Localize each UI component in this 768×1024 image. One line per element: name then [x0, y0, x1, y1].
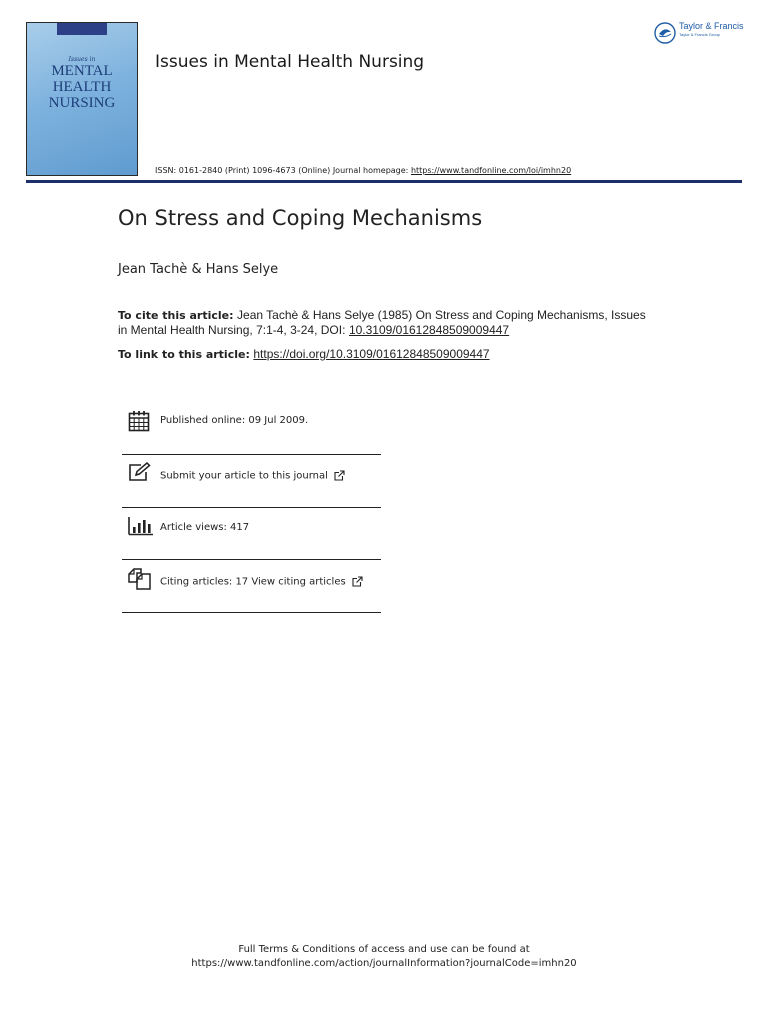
- publisher-name: Taylor & Francis: [679, 21, 744, 31]
- issn-line: [155, 166, 571, 175]
- journal-cover-image: [26, 22, 138, 176]
- publisher-logo[interactable]: [654, 22, 744, 44]
- footer-line: Full Terms & Conditions of access and use can be found at: [238, 944, 530, 955]
- cover-band: [57, 23, 107, 35]
- published-date: Published online: 09 Jul 2009.: [160, 415, 309, 426]
- citation-label: To cite this article:: [118, 309, 234, 322]
- external-link-icon: [334, 470, 345, 481]
- submit-row[interactable]: [122, 455, 381, 508]
- citing-articles-label: Citing articles: 17 View citing articles: [160, 576, 346, 588]
- citation-text: Jean Tachè & Hans Selye (1985) On Stress and Coping Mechanisms, Issues in Mental Health Nursing, 7:1-4, 3-24, DOI:: [118, 308, 646, 337]
- cover-title: [27, 63, 137, 111]
- cover-title-line: NURSING: [48, 95, 116, 111]
- link-label: To link to this article:: [118, 348, 250, 361]
- citation-block: [118, 308, 658, 338]
- article-link-block: [118, 347, 490, 361]
- citing-row[interactable]: [122, 560, 381, 613]
- documents-icon: [128, 568, 152, 590]
- submit-article-link[interactable]: [160, 470, 345, 482]
- edit-icon: [128, 462, 152, 482]
- calendar-icon: [128, 410, 150, 432]
- cover-title-line: MENTAL: [51, 63, 113, 79]
- article-doi-link[interactable]: https://doi.org/10.3109/01612848509009447: [253, 347, 490, 361]
- external-link-icon: [352, 576, 363, 587]
- bar-chart-icon: [128, 516, 154, 536]
- cover-title-line: HEALTH: [52, 79, 112, 95]
- article-authors: Jean Tachè & Hans Selye: [118, 262, 279, 277]
- publisher-logo-icon: [654, 22, 676, 44]
- journal-homepage-link[interactable]: https://www.tandfonline.com/loi/imhn20: [410, 166, 572, 175]
- footer-terms-link[interactable]: https://www.tandfonline.com/action/journalInformation?journalCode=imhn20: [191, 958, 577, 969]
- cover-small-text: Issues in: [68, 56, 96, 63]
- issn-text: ISSN: 0161-2840 (Print) 1096-4673 (Online) Journal homepage:: [155, 166, 409, 175]
- submit-article-label: Submit your article to this journal: [160, 470, 328, 482]
- header-divider: [26, 180, 742, 183]
- footer-terms: [0, 943, 768, 971]
- publisher-group: Taylor & Francis Group: [679, 32, 720, 37]
- citing-articles-link[interactable]: [160, 576, 363, 588]
- article-title: On Stress and Coping Mechanisms: [118, 206, 483, 230]
- citation-doi-link[interactable]: 10.3109/01612848509009447: [348, 323, 510, 337]
- views-row: [122, 508, 381, 560]
- article-views: Article views: 417: [160, 522, 250, 533]
- published-row: [122, 402, 381, 455]
- journal-title: Issues in Mental Health Nursing: [155, 52, 425, 72]
